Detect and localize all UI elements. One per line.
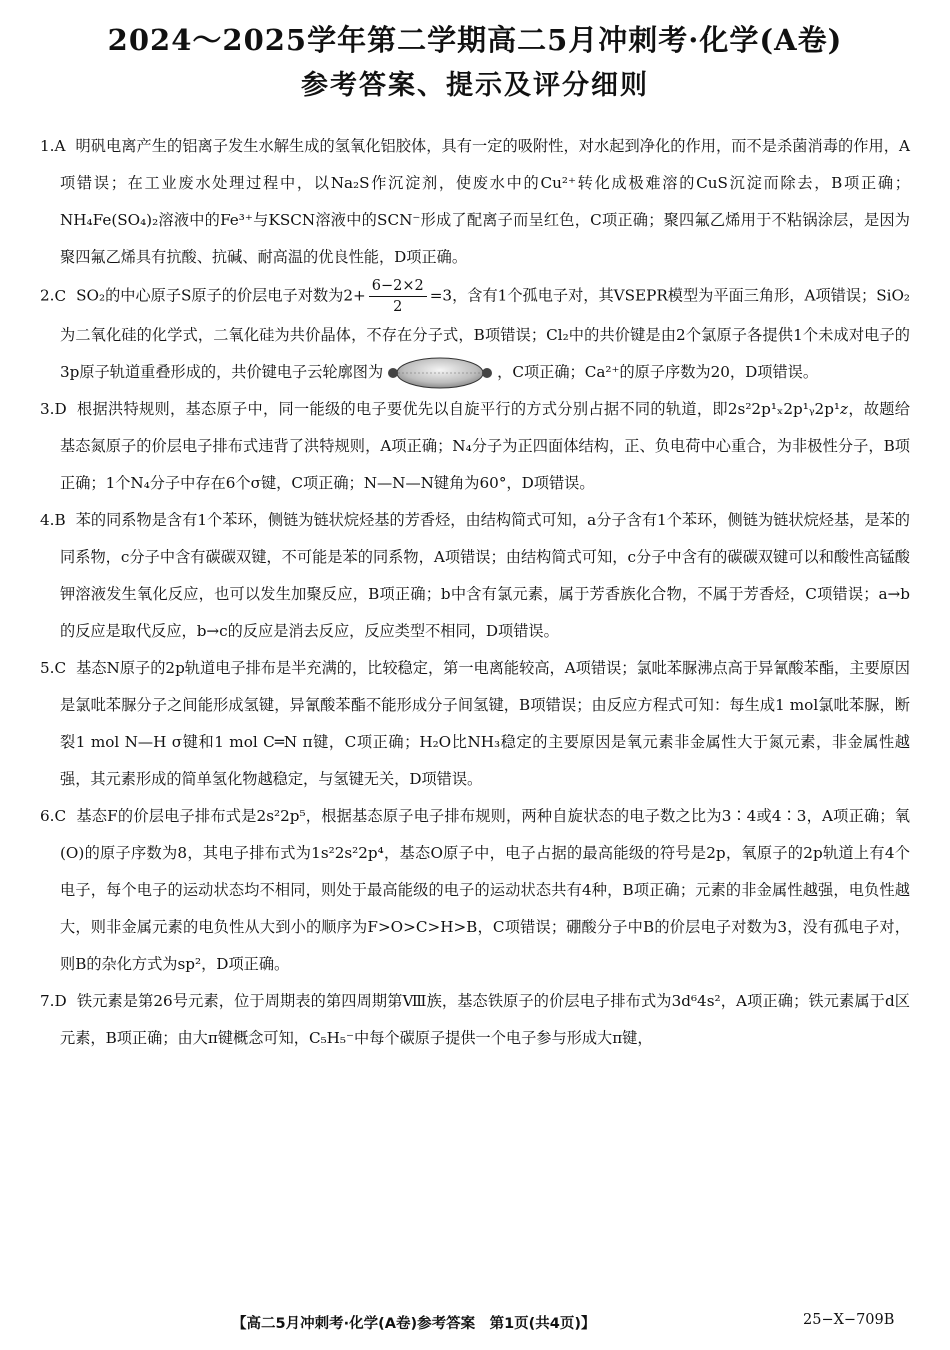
- question-number: 3.: [40, 400, 55, 418]
- nucleus-right: [482, 368, 492, 378]
- question-explanation-part2: =3，含有1个孤电子对，其VSEPR模型为平面三角形，A项错误；SiO₂为二氧化硅的化学式，二氧化硅为共价晶体，不存在分子式，B项错误；Cl₂中的共价键是由2个氯原子各提供1个未成对电子的3p原子轨道重叠形成的，共价键电子云轮廓图为: [60, 286, 910, 381]
- question-number: 6.: [40, 807, 55, 825]
- question-answer: D: [54, 992, 67, 1010]
- question-explanation-part1: SO₂的中心原子S原子的价层电子对数为2+: [76, 286, 366, 305]
- question-answer: C: [54, 807, 67, 825]
- question-4: [40, 502, 910, 650]
- question-explanation-part3: ，C项正确；Ca²⁺的原子序数为20，D项错误。: [497, 363, 819, 381]
- fraction: [369, 276, 427, 317]
- question-7: [40, 983, 910, 1057]
- question-explanation: 基态N原子的2p轨道电子排布是半充满的，比较稳定，第一电离能较高，A项错误；氯吡苯脲沸点高于异氰酸苯酯，主要原因是氯吡苯脲分子之间能形成氢键，异氰酸苯酯不能形成分子间氢键，B项错误；由反应方程式可知：每生成1 mol氯吡苯脲，断裂1 mol N—H σ键和1 mol C═N π键，C项正确；H₂O比NH₃稳定的主要原因是氧元素非金属性大于氮元素，非金属性越强，其元素形成的简单氢化物越稳定，与氢键无关，D项错误。: [60, 659, 910, 788]
- question-explanation: 苯的同系物是含有1个苯环，侧链为链状烷烃基的芳香烃，由结构简式可知，a分子含有1个苯环，侧链为链状烷烃基，是苯的同系物，c分子中含有碳碳双键，不可能是苯的同系物，A项错误；由结构简式可知，c分子中含有的碳碳双键可以和酸性高锰酸钾溶液发生氧化反应，也可以发生加聚反应，B项正确；b中含有氯元素，属于芳香族化合物，不属于芳香烃，C项错误；a→b的反应是取代反应，b→c的反应是消去反应，反应类型不相同，D项错误。: [60, 511, 910, 640]
- question-number: 4.: [40, 511, 55, 529]
- question-number: 5.: [40, 659, 55, 677]
- question-answer: C: [54, 659, 67, 677]
- question-1: [40, 128, 910, 276]
- question-number: 1.: [40, 137, 55, 155]
- question-number: 2.: [40, 286, 55, 305]
- question-explanation: 基态F的价层电子排布式是2s²2p⁵，根据基态原子电子排布规则，两种自旋状态的电子数之比为3∶4或4∶3，A项正确；氧(O)的原子序数为8，其电子排布式为1s²2s²2p⁴，基态O原子中，电子占据的最高能级的符号是2p，氧原子的2p轨道上有4个电子，每个电子的运动状态均不相同，则处于最高能级的电子的运动状态共有4种，B项正确；元素的非金属性越强，电负性越大，则非金属元素的电负性从大到小的顺序为F>O>C>H>B，C项错误；硼酸分子中B的价层电子对数为3，没有孤电子对，则B的杂化方式为sp²，D项正确。: [60, 807, 910, 973]
- document-subtitle: 参考答案、提示及评分细则: [301, 70, 649, 101]
- question-6: [40, 798, 910, 983]
- question-5: [40, 650, 910, 798]
- question-answer: D: [54, 400, 67, 418]
- question-explanation: 明矾电离产生的铝离子发生水解生成的氢氧化铝胶体，具有一定的吸附性，对水起到净化的作用，而不是杀菌消毒的作用，A项错误；在工业废水处理过程中，以Na₂S作沉淀剂，使废水中的Cu²⁺转化成极难溶的CuS沉淀而除去，B项正确；NH₄Fe(SO₄)₂溶液中的Fe³⁺与KSCN溶液中的SCN⁻形成了配离子而呈红色，C项正确；聚四氟乙烯用于不粘锅涂层，是因为聚四氟乙烯具有抗酸、抗碱、耐高温的优良性能，D项正确。: [60, 137, 910, 266]
- footer-exam-code: 25−X−709B: [803, 1312, 895, 1328]
- nucleus-left: [388, 368, 398, 378]
- document-title: 2024～2025学年第二学期高二5月冲刺考·化学(A卷): [107, 23, 843, 57]
- question-explanation: 铁元素是第26号元素，位于周期表的第四周期第Ⅷ族，基态铁原子的价层电子排布式为3d⁶4s²，A项正确；铁元素属于d区元素，B项正确；由大π键概念可知，C₅H₅⁻中每个碳原子提供一个电子参与形成大π键，: [60, 992, 910, 1047]
- answer-body: [40, 128, 910, 1057]
- question-2: [40, 276, 910, 391]
- fraction-numerator: 6−2×2: [369, 276, 427, 297]
- question-number: 7.: [40, 992, 55, 1010]
- question-answer: A: [54, 137, 66, 155]
- question-3: [40, 391, 910, 502]
- question-answer: B: [54, 511, 66, 529]
- sigma-bond-electron-cloud-diagram: [385, 356, 495, 390]
- question-answer: C: [54, 286, 67, 305]
- fraction-denominator: 2: [393, 299, 403, 315]
- question-explanation: 根据洪特规则，基态原子中，同一能级的电子要优先以自旋平行的方式分别占据不同的轨道，即2s²2p¹ₓ2p¹ᵧ2p¹𝑧，故题给基态氮原子的价层电子排布式违背了洪特规则，A项正确；N₄分子为正四面体结构，正、负电荷中心重合，为非极性分子，B项正确；1个N₄分子中存在6个σ键，C项正确；N—N—N键角为60°，D项错误。: [60, 400, 910, 492]
- footer-page-info: 【高二5月冲刺考·化学(A卷)参考答案 第1页(共4页)】: [232, 1316, 596, 1332]
